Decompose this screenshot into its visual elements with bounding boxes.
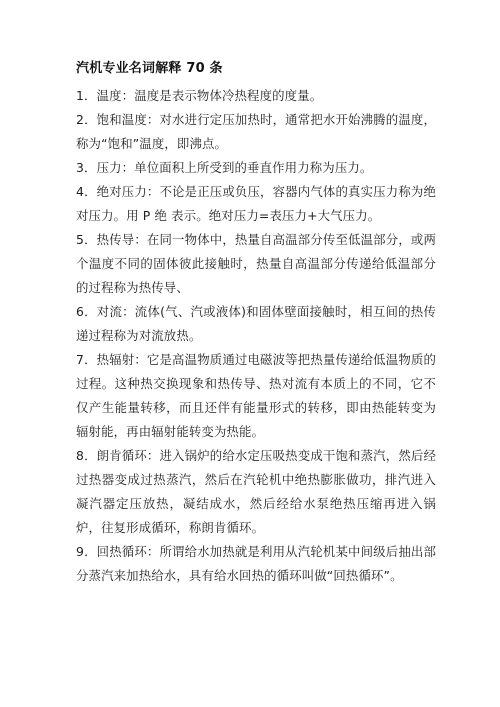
entry-rankine-cycle: 8．朗肯循环：进入锅炉的给水定压吸热变成干饱和蒸汽，然后经过热器变成过热蒸汽，然后在汽轮机中绝热膨胀做功，排汽进入凝汽器定压放热，凝结成水，然后经给水泵绝热压缩再进入锅炉，往复形成循环，称朗肯循环。 [76,448,436,535]
entry-heat-conduction: 5．热传导：在同一物体中，热量自高温部分传至低温部分，或两个温度不同的固体彼此接触时，热量自高温部分传递给低温部分的过程称为热传导、 [76,232,436,295]
entry-regenerative-cycle: 9．回热循环：所谓给水加热就是利用从汽轮机某中间级后抽出部分蒸汽来加热给水，具有给水回热的循环叫做“回热循环”。 [76,544,436,583]
entry-temperature: 1．温度：温度是表示物体冷热程度的度量。 [76,88,323,103]
entry-saturation-temperature: 2．饱和温度：对水进行定压加热时，通常把水开始沸腾的温度，称为“饱和”温度，即沸点。 [76,112,436,151]
entry-convection: 6．对流：流体(气、汽或液体)和固体壁面接触时，相互间的热传递过程称为对流放热。 [76,304,436,343]
entry-thermal-radiation: 7．热辐射：它是高温物质通过电磁波等把热量传递给低温物质的过程。这种热交换现象和热传导、热对流有本质上的不同，它不仅产生能量转移，而且还伴有能量形式的转移，即由热能转变为辐射能，再由辐射能转变为热能。 [76,352,436,439]
entry-pressure: 3．压力：单位面积上所受到的垂直作用力称为压力。 [76,160,373,175]
document-body [76,58,436,588]
entry-absolute-pressure: 4．绝对压力：不论是正压或负压，容器内气体的真实压力称为绝对压力。用 P 绝 表示。绝对压力=表压力+大气压力。 [76,184,436,223]
document-title: 汽机专业名词解释 70 条 [76,61,223,76]
